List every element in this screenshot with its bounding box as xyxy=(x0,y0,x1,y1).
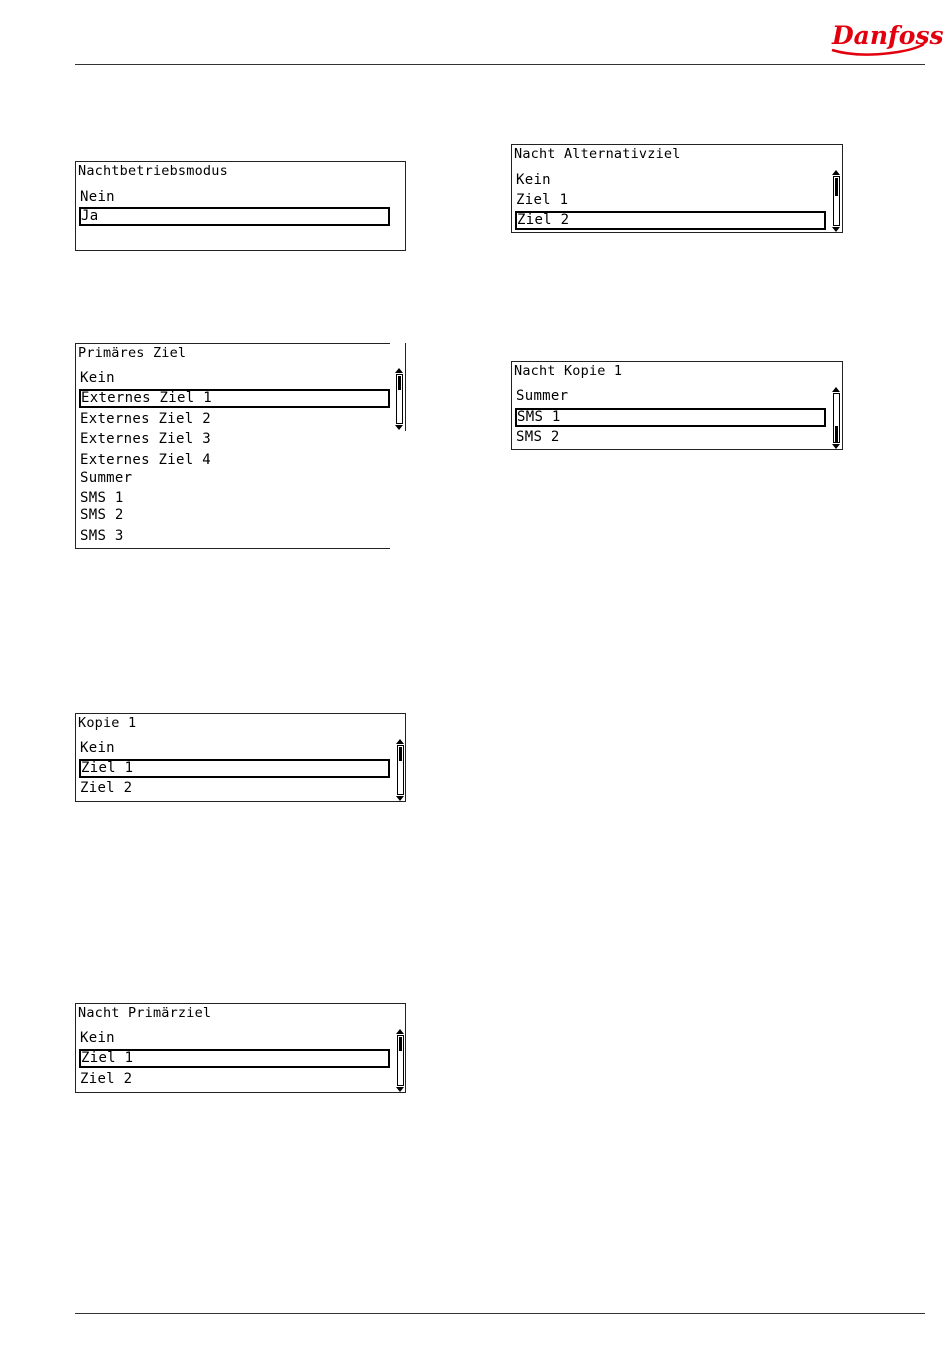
header-rule xyxy=(75,64,925,65)
list-item-externes-ziel-2[interactable]: Externes Ziel 2 xyxy=(80,411,211,427)
scroll-up-arrow-icon[interactable] xyxy=(395,368,403,373)
list-item-ziel-1-selected[interactable]: Ziel 1 xyxy=(79,759,390,778)
list-item-nein[interactable]: Nein xyxy=(80,189,115,205)
panel-primaeres-ziel xyxy=(75,343,390,549)
list-item-kein[interactable]: Kein xyxy=(80,740,115,756)
scrollbar[interactable] xyxy=(832,387,841,449)
scroll-up-arrow-icon[interactable] xyxy=(832,170,840,175)
panel-title: Nachtbetriebsmodus xyxy=(78,163,228,179)
list-item-summer[interactable]: Summer xyxy=(80,470,133,486)
scroll-track[interactable] xyxy=(833,176,840,226)
scroll-thumb[interactable] xyxy=(835,426,838,442)
scroll-track[interactable] xyxy=(397,1035,404,1086)
scroll-thumb[interactable] xyxy=(835,178,838,196)
list-item-kein[interactable]: Kein xyxy=(80,1030,115,1046)
panel-nacht-primaerziel xyxy=(75,1003,406,1093)
list-item-sms-2[interactable]: SMS 2 xyxy=(516,429,560,445)
scroll-down-arrow-icon[interactable] xyxy=(832,227,840,232)
panel-nachtbetriebsmodus xyxy=(75,161,406,251)
svg-text:Danfoss: Danfoss xyxy=(832,21,944,50)
scroll-up-arrow-icon[interactable] xyxy=(396,739,404,744)
list-item-kein[interactable]: Kein xyxy=(516,172,551,188)
list-item-summer[interactable]: Summer xyxy=(516,388,569,404)
panel-title: Primäres Ziel xyxy=(78,345,187,361)
scrollbar[interactable] xyxy=(832,170,841,232)
danfoss-logo xyxy=(828,14,944,58)
scroll-up-arrow-icon[interactable] xyxy=(396,1029,404,1034)
scroll-down-arrow-icon[interactable] xyxy=(832,444,840,449)
footer-rule xyxy=(75,1313,925,1314)
list-item-ja-selected[interactable]: Ja xyxy=(79,207,390,226)
scroll-thumb[interactable] xyxy=(399,1037,402,1051)
scrollbar[interactable] xyxy=(396,1029,405,1092)
scroll-track[interactable] xyxy=(833,393,840,443)
list-item-externes-ziel-3[interactable]: Externes Ziel 3 xyxy=(80,431,211,447)
panel-nacht-alternativziel xyxy=(511,144,843,233)
list-item-sms-2[interactable]: SMS 2 xyxy=(80,507,124,523)
panel-kopie-1 xyxy=(75,713,406,802)
scroll-down-arrow-icon[interactable] xyxy=(396,1087,404,1092)
scroll-up-arrow-icon[interactable] xyxy=(832,387,840,392)
list-item-externes-ziel-4[interactable]: Externes Ziel 4 xyxy=(80,452,211,468)
list-item-externes-ziel-1-selected[interactable]: Externes Ziel 1 xyxy=(79,389,390,408)
list-item-sms-3[interactable]: SMS 3 xyxy=(80,528,124,544)
scroll-down-arrow-icon[interactable] xyxy=(395,425,403,430)
list-item-sms-1[interactable]: SMS 1 xyxy=(80,490,124,506)
list-item-ziel-1[interactable]: Ziel 1 xyxy=(516,192,569,208)
scrollbar[interactable] xyxy=(396,739,405,801)
scroll-track[interactable] xyxy=(396,374,403,424)
scroll-track[interactable] xyxy=(397,745,404,795)
panel-title: Nacht Kopie 1 xyxy=(514,363,623,379)
panel-title: Nacht Primärziel xyxy=(78,1005,212,1021)
panel-title: Nacht Alternativziel xyxy=(514,146,681,162)
scroll-thumb[interactable] xyxy=(399,747,402,761)
list-item-kein[interactable]: Kein xyxy=(80,370,115,386)
panel-nacht-kopie-1 xyxy=(511,361,843,450)
scrollbar[interactable] xyxy=(395,368,404,430)
panel-edge xyxy=(405,343,406,431)
list-item-ziel-2[interactable]: Ziel 2 xyxy=(80,1071,133,1087)
list-item-ziel-2[interactable]: Ziel 2 xyxy=(80,780,133,796)
list-item-ziel-1-selected[interactable]: Ziel 1 xyxy=(79,1049,390,1068)
list-item-ziel-2-selected[interactable]: Ziel 2 xyxy=(515,211,826,230)
scroll-thumb[interactable] xyxy=(398,376,401,390)
panel-title: Kopie 1 xyxy=(78,715,137,731)
scroll-down-arrow-icon[interactable] xyxy=(396,796,404,801)
list-item-sms-1-selected[interactable]: SMS 1 xyxy=(515,408,826,427)
